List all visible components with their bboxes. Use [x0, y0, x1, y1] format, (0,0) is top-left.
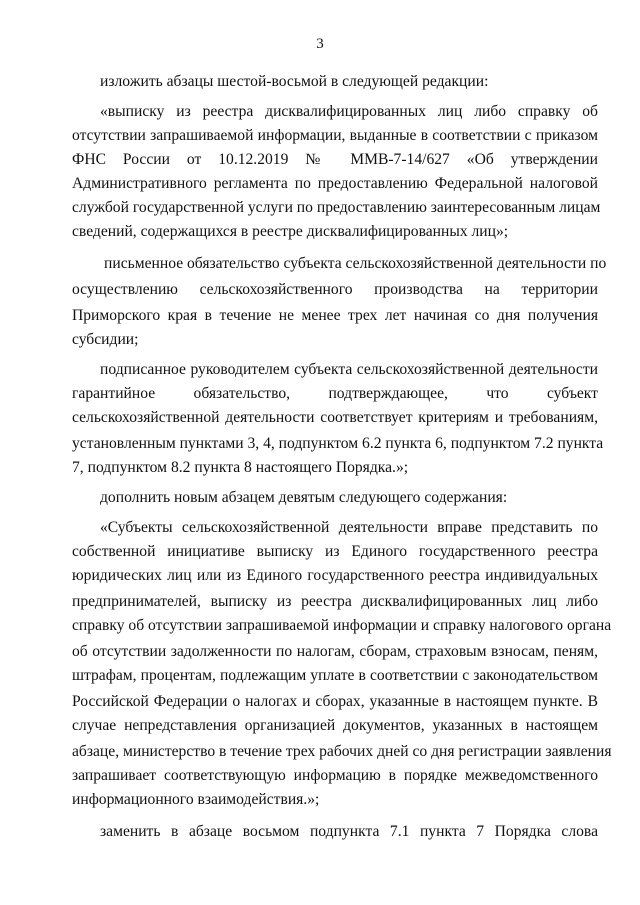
paragraph-2-line-5: службой государственной услуги по предоставлению заинтересованным лицам — [72, 199, 601, 216]
paragraph-6-line-6: об отсутствии задолженности по налогам, сборам, страховым взносам, пеням, — [72, 643, 598, 660]
paragraph-4-line-1: подписанное руководителем субъекта сельскохозяйственной деятельности — [100, 361, 598, 378]
paragraph-6-line-12: информационного взаимодействия.»; — [72, 791, 320, 808]
page-number: 3 — [316, 36, 324, 52]
paragraph-4-line-5: 7, подпунктом 8.2 пункта 8 настоящего Порядка.»; — [72, 459, 409, 476]
paragraph-6-line-4: предпринимателей, выписку из реестра дисквалифицированных лиц либо — [72, 593, 598, 610]
paragraph-4-line-2: гарантийное обязательство, подтверждающее, что субъект — [72, 385, 598, 402]
paragraph-6-line-10: абзаце, министерство в течение трех рабочих дней со дня регистрации заявления — [72, 743, 612, 760]
paragraph-6-line-7: штрафам, процентам, подлежащим уплате в соответствии с законодательством — [72, 667, 598, 684]
paragraph-4-line-3: сельскохозяйственной деятельности соответствует критериям и требованиям, — [72, 409, 598, 426]
paragraph-6-line-2: собственной инициативе выписку из Единого государственного реестра — [72, 543, 598, 560]
paragraph-7-line-1: заменить в абзаце восьмом подпункта 7.1 пункта 7 Порядка слова — [100, 823, 598, 840]
paragraph-6-line-9: случае непредставления организацией документов, указанных в настоящем — [72, 717, 598, 734]
paragraph-3-line-4: субсидии; — [72, 331, 139, 348]
paragraph-3-line-3: Приморского края в течение не менее трех лет начиная со дня получения — [72, 307, 598, 324]
paragraph-6-line-11: запрашивает соответствующую информацию в порядке межведомственного — [72, 767, 598, 784]
paragraph-6-line-3: юридических лиц или из Единого государственного реестра индивидуальных — [72, 567, 598, 584]
paragraph-2-line-3: ФНС России от 10.12.2019 № ММВ-7-14/627 «Об утверждении — [72, 151, 598, 168]
paragraph-4-line-4: установленным пунктами 3, 4, подпунктом 6.2 пункта 6, подпунктом 7.2 пункта — [72, 435, 604, 452]
paragraph-3-line-2: осуществлению сельскохозяйственного производства на территории — [72, 281, 598, 298]
paragraph-6-line-8: Российской Федерации о налогах и сборах, указанные в настоящем пункте. В — [72, 693, 598, 710]
paragraph-1-line-1: изложить абзацы шестой-восьмой в следующей редакции: — [100, 73, 489, 90]
paragraph-2-line-4: Административного регламента по предоставлению Федеральной налоговой — [72, 175, 598, 192]
paragraph-2-line-1: «выписку из реестра дисквалифицированных лиц либо справку об — [100, 103, 598, 120]
paragraph-3-line-1: письменное обязательство субъекта сельскохозяйственной деятельности по — [104, 255, 607, 272]
paragraph-6-line-1: «Субъекты сельскохозяйственной деятельности вправе представить по — [100, 519, 598, 536]
paragraph-6-line-5: справку об отсутствии запрашиваемой информации и справку налогового органа — [72, 617, 612, 634]
paragraph-5-line-1: дополнить новым абзацем девятым следующего содержания: — [100, 489, 508, 506]
paragraph-2-line-6: сведений, содержащихся в реестре дисквалифицированных лиц»; — [72, 223, 509, 240]
paragraph-2-line-2: отсутствии запрашиваемой информации, выданные в соответствии с приказом — [72, 127, 598, 144]
